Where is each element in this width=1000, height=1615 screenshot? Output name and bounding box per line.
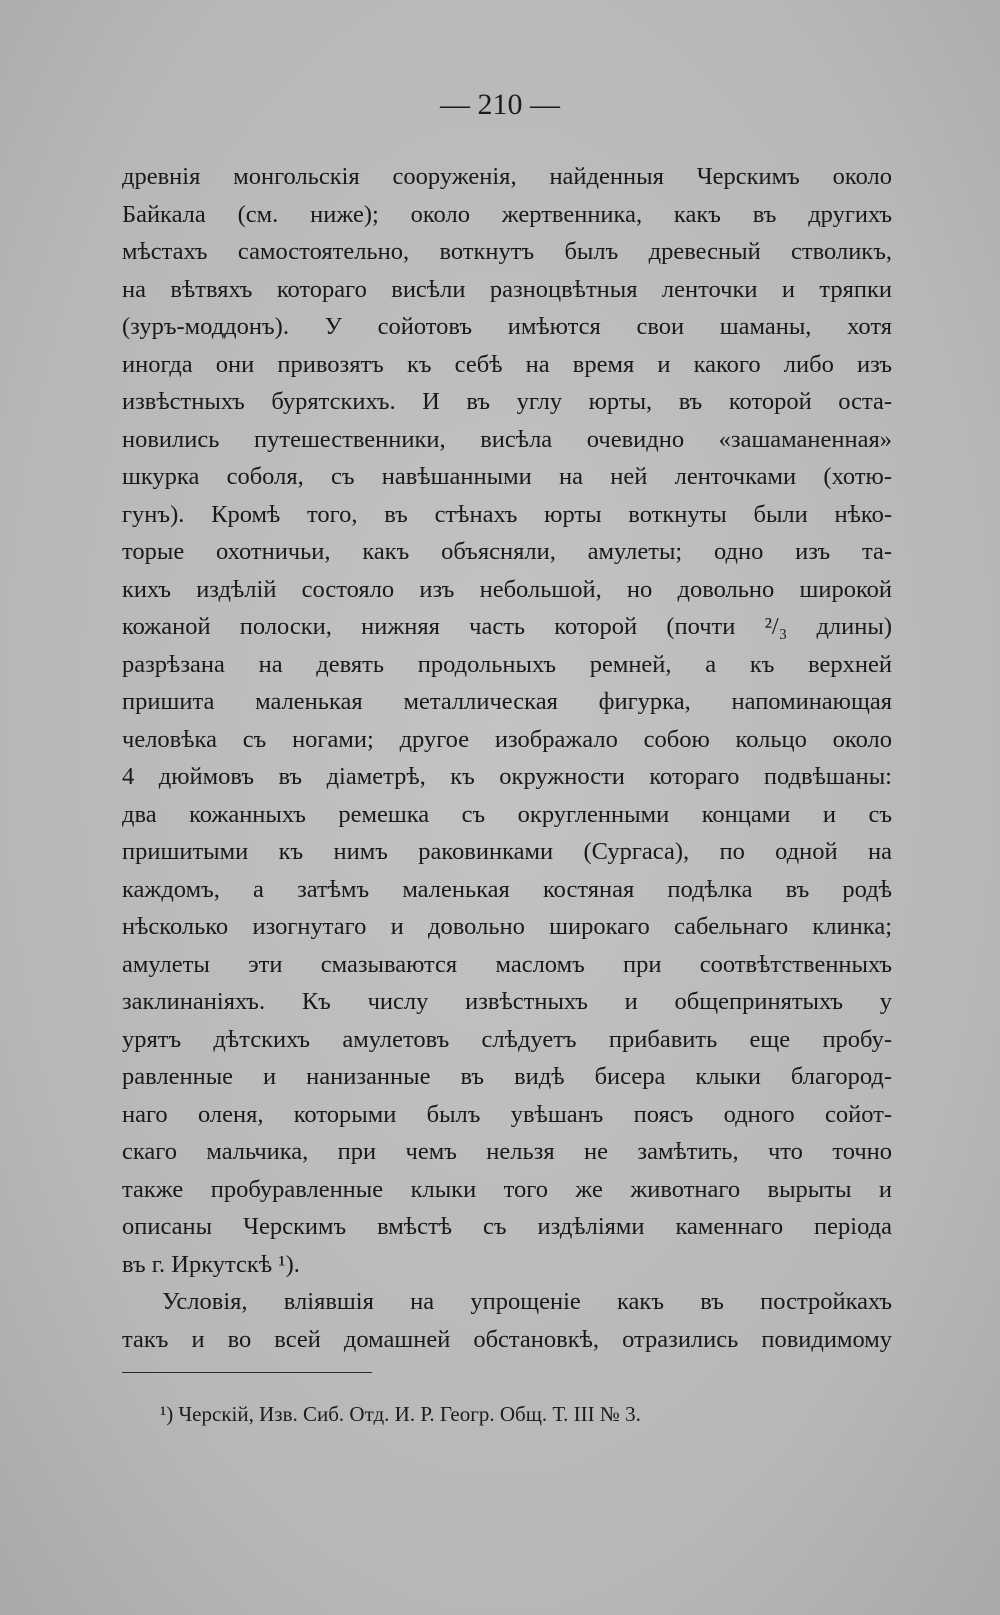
text-line: гунъ). Кромѣ того, въ стѣнахъ юрты воткнуты были нѣко- (122, 500, 892, 528)
text-line: древнія монгольскія сооруженія, найденныя Черскимъ около (122, 163, 892, 190)
text-line: человѣка съ ногами; другое изображало собою кольцо около (122, 725, 892, 753)
text-line: такъ и во всей домашней обстановкѣ, отразились повидимому (122, 1325, 892, 1353)
text-line: каждомъ, а затѣмъ маленькая костяная подѣлка въ родѣ (122, 875, 892, 903)
text-line: новились путешественники, висѣла очевидно «зашаманенная» (122, 425, 892, 453)
text-line: въ г. Иркутскѣ ¹). (122, 1250, 300, 1278)
text-line: извѣстныхъ бурятскихъ. И въ углу юрты, въ которой оста- (122, 388, 892, 415)
text-line: заклинаніяхъ. Къ числу извѣстныхъ и общепринятыхъ у (122, 988, 892, 1015)
text-line: два кожанныхъ ремешка съ округленными концами и съ (122, 800, 892, 828)
paragraph-start-line: Условія, вліявшія на упрощеніе какъ въ постройкахъ (162, 1288, 892, 1315)
text-line: также пробуравленные клыки того же животнаго вырыты и (122, 1175, 892, 1203)
footnote-rule (122, 1372, 372, 1373)
text-line: кожаной полоски, нижняя часть которой (почти ²/₃ длины) (122, 613, 892, 640)
text-line: пришита маленькая металлическая фигурка, напоминающая (122, 688, 892, 715)
text-line: шкурка соболя, съ навѣшанными на ней ленточками (хотю- (122, 463, 892, 490)
text-line: мѣстахъ самостоятельно, воткнутъ былъ древесный стволикъ, (122, 238, 892, 265)
text-line: пришитыми къ нимъ раковинками (Сургаса), по одной на (122, 838, 892, 865)
text-line: описаны Черскимъ вмѣстѣ съ издѣліями каменнаго періода (122, 1213, 892, 1240)
body-text (122, 158, 892, 1358)
text-line: нѣсколько изогнутаго и довольно широкаго сабельнаго клинка; (122, 913, 892, 940)
text-line: наго оленя, которыми былъ увѣшанъ поясъ одного сойот- (122, 1100, 892, 1128)
text-line: 4 дюймовъ въ діаметрѣ, къ окружности котораго подвѣшаны: (122, 763, 892, 790)
text-line: торые охотничьи, какъ объясняли, амулеты; одно изъ та- (122, 538, 892, 565)
text-line: урятъ дѣтскихъ амулетовъ слѣдуетъ прибавить еще пробу- (122, 1025, 892, 1053)
text-line: равленные и нанизанные въ видѣ бисера клыки благород- (122, 1063, 892, 1090)
text-line: иногда они привозятъ къ себѣ на время и какого либо изъ (122, 350, 892, 378)
text-line: (зуръ-моддонъ). У сойотовъ имѣются свои шаманы, хотя (122, 313, 892, 340)
text-line: разрѣзана на девять продольныхъ ремней, а къ верхней (122, 650, 892, 678)
text-line: амулеты эти смазываются масломъ при соотвѣтственныхъ (122, 950, 892, 978)
text-line: скаго мальчика, при чемъ нельзя не замѣтить, что точно (122, 1138, 892, 1165)
text-line: кихъ издѣлій состояло изъ небольшой, но довольно широкой (122, 575, 892, 603)
page-number: — 210 — (440, 88, 560, 121)
text-line: на вѣтвяхъ котораго висѣли разноцвѣтныя ленточки и тряпки (122, 275, 892, 303)
footnote: ¹) Черскій, Изв. Сиб. Отд. И. Р. Геогр. Общ. Т. III № 3. (160, 1402, 641, 1426)
text-line: Байкала (см. ниже); около жертвенника, какъ въ другихъ (122, 200, 892, 228)
